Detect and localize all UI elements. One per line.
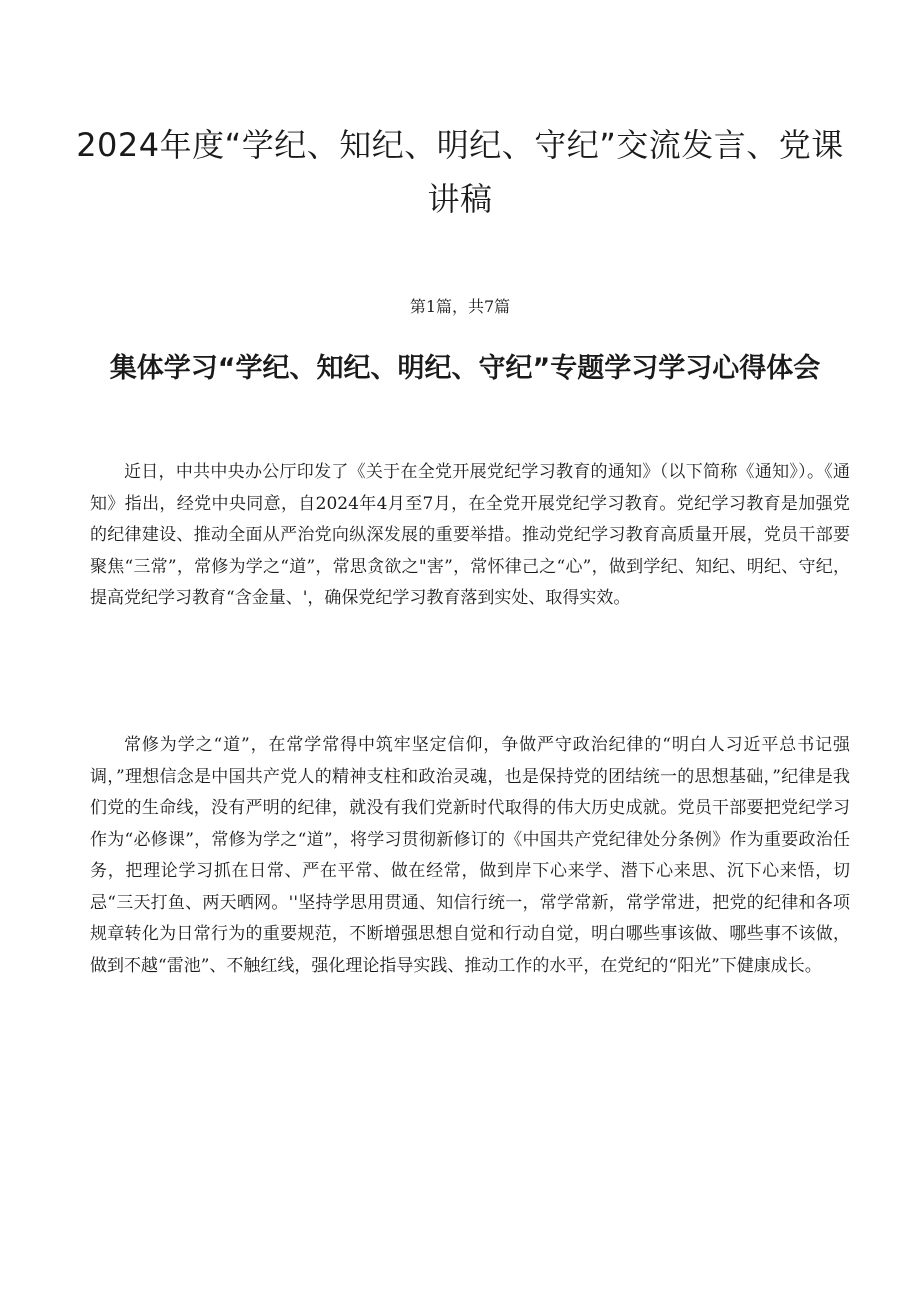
document-title: 2024年度“学纪、知纪、明纪、守纪”交流发言、党课讲稿 (76, 126, 844, 218)
paragraph: 近日，中共中央办公厅印发了《关于在全党开展党纪学习教育的通知》（以下简称《通知》）。《通知》指出，经党中央同意，自2024年4月至7月，在全党开展党纪学习教育。党纪学习教育是加强党的纪律建设、推动全面从严治党向纵深发展的重要举措。推动党纪学习教育高质量开展，党员干部要聚焦“三常”，常修为学之“道”，常思贪欲之"害”，常怀律己之“心”，做到学纪、知纪、明纪、守纪，提高党纪学习教育“含金量、'，确保党纪学习教育落到实处、取得实效。 (90, 462, 850, 608)
article-subtitle: 集体学习“学纪、知纪、明纪、守纪”专题学习学习心得体会 (109, 353, 821, 384)
paragraph: 常修为学之“道”，在常学常得中筑牢坚定信仰，争做严守政治纪律的“明白人习近平总书记强调，”理想信念是中国共产党人的精神支柱和政治灵魂，也是保持党的团结统一的思想基础，”纪律是我们党的生命线，没有严明的纪律，就没有我们党新时代取得的伟大历史成就。党员干部要把党纪学习作为“必修课”，常修为学之“道”，将学习贯彻新修订的《中国共产党纪律处分条例》作为重要政治任务，把理论学习抓在日常、严在平常、做在经常，做到岸下心来学、潜下心来思、沉下心来悟，切忌“三天打鱼、两天晒网。''坚持学思用贯通、知信行统一，常学常新，常学常进，把党的纪律和各项规章转化为日常行为的重要规范，不断增强思想自觉和行动自觉，明白哪些事该做、哪些事不该做，做到不越“雷池”、不触红线，强化理论指导实践、推动工作的水平，在党纪的“阳光”下健康成长。 (90, 735, 850, 976)
part-label: 第1篇，共7篇 (409, 297, 511, 316)
